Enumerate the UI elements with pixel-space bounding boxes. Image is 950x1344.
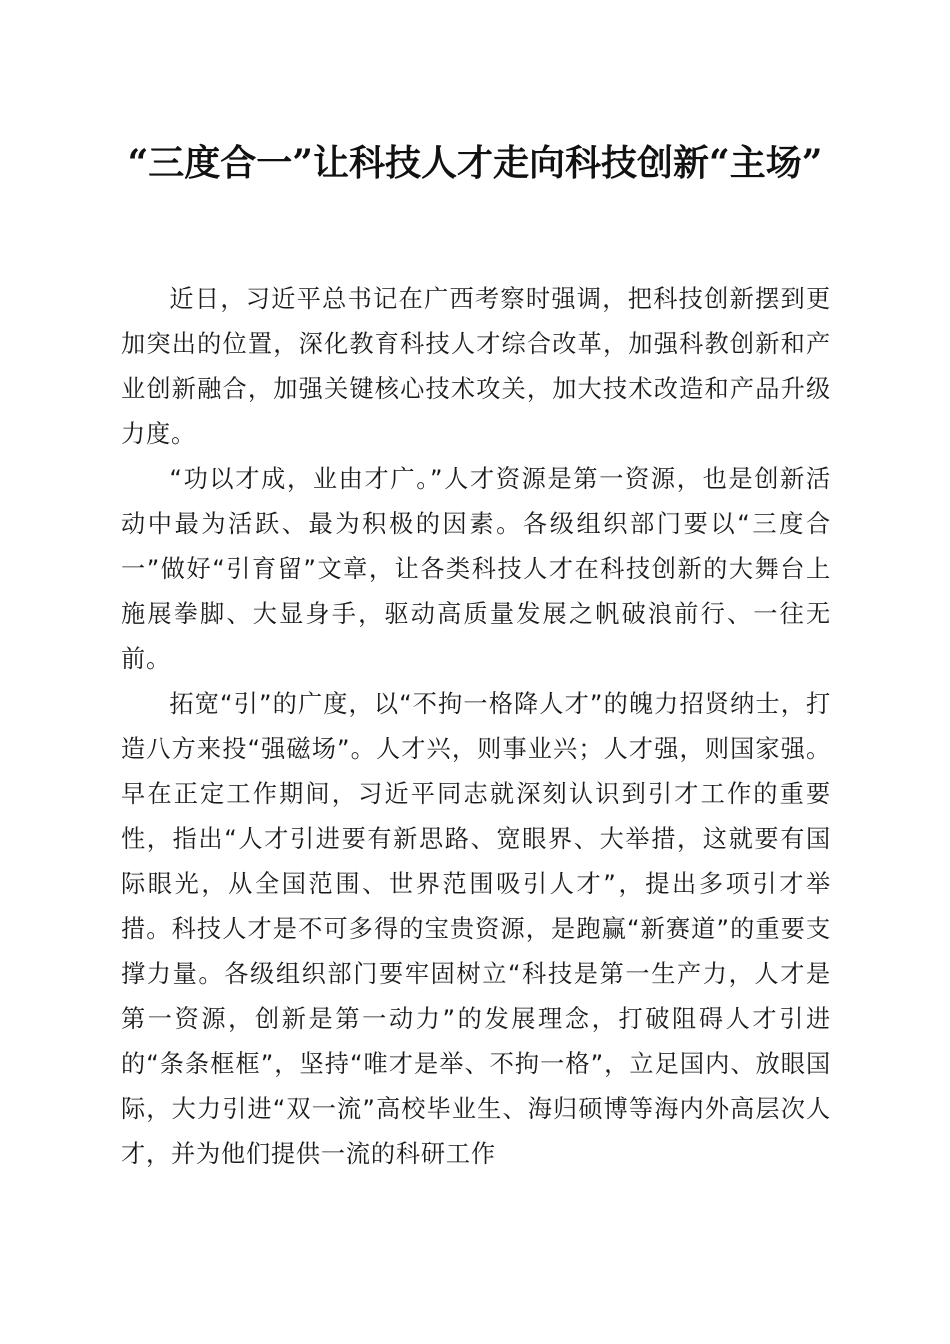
document-title: “三度合一”让科技人才走向科技创新“主场” — [127, 142, 823, 184]
paragraph-1: 近日，习近平总书记在广西考察时强调，把科技创新摆到更加突出的位置，深化教育科技人才综合改革，加强科教创新和产业创新融合，加强关键核心技术攻关，加大技术改造和产品升级力度。 — [121, 285, 831, 448]
paragraph-3: 拓宽“引”的广度，以“不拘一格降人才”的魄力招贤纳士，打造八方来投“强磁场”。人才兴，则事业兴；人才强，则国家强。早在正定工作期间，习近平同志就深刻认识到引才工作的重要性，指出“人才引进要有新思路、宽眼界、大举措，这就要有国际眼光，从全国范围、世界范围吸引人才”，提出多项引才举措。科技人才是不可多得的宝贵资源，是跑赢“新赛道”的重要支撑力量。各级组织部门要牢固树立“科技是第一生产力，人才是第一资源，创新是第一动力”的发展理念，打破阻碍人才引进的“条条框框”，坚持“唯才是举、不拘一格”，立足国内、放眼国际，大力引进“双一流”高校毕业生、海归硕博等海内外高层次人才，并为他们提供一流的科研工作 — [121, 690, 831, 1168]
paragraph-2: “功以才成，业由才广。”人才资源是第一资源，也是创新活动中最为活跃、最为积极的因素。各级组织部门要以“三度合一”做好“引育留”文章，让各类科技人才在科技创新的大舞台上施展拳脚、大显身手，驱动高质量发展之帆破浪前行、一往无前。 — [121, 465, 831, 673]
document-body — [121, 277, 831, 1177]
